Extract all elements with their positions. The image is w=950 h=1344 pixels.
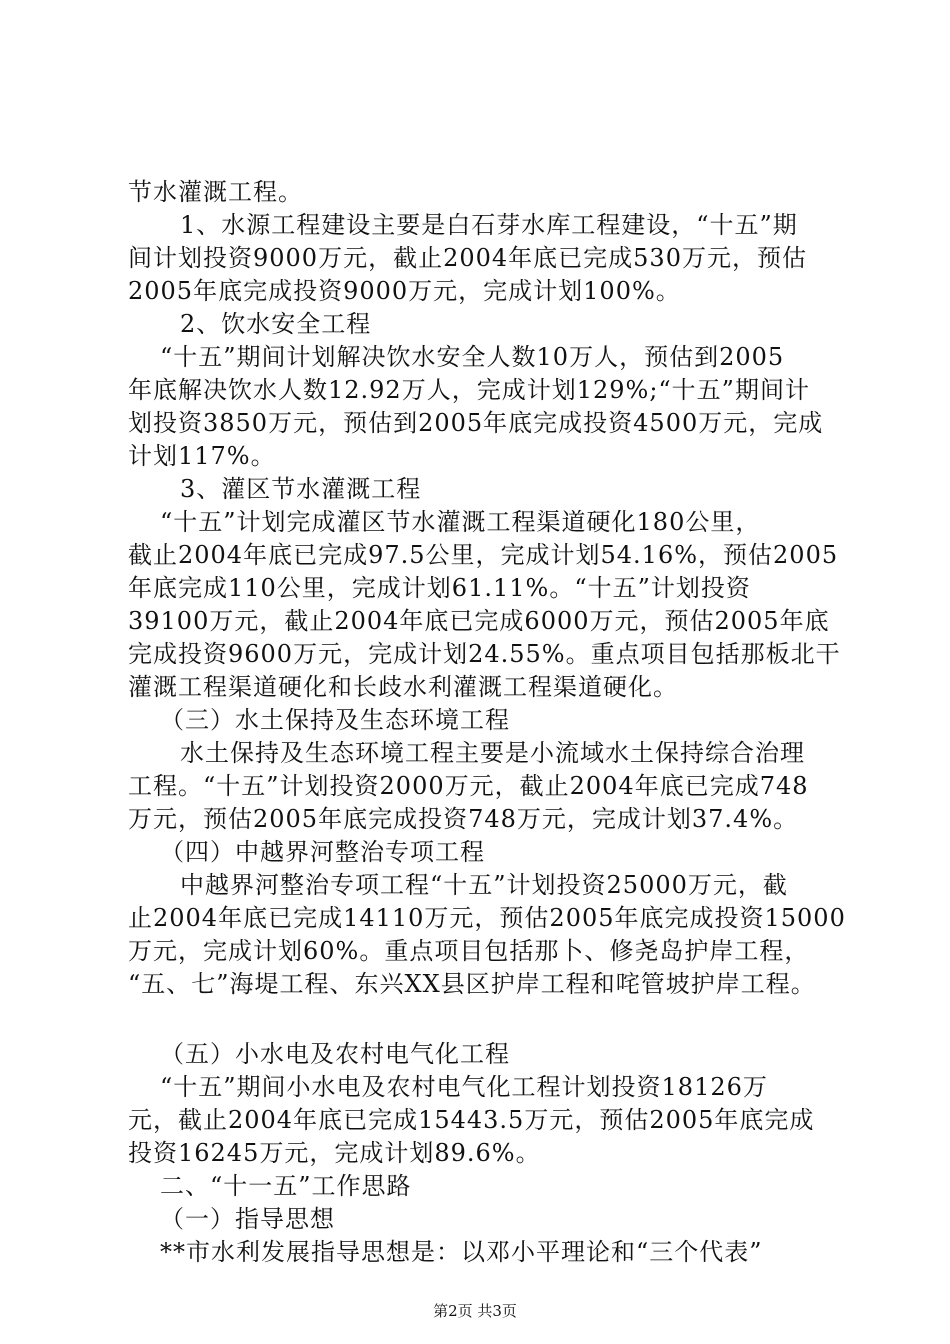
text-line: 投资16245万元，完成计划89.6%。 — [128, 1139, 541, 1167]
text-line: 万元，完成计划60%。重点项目包括那卜、修尧岛护岸工程， — [128, 937, 810, 965]
text-line: 2、饮水安全工程 — [180, 310, 372, 338]
section-heading: （一）指导思想 — [160, 1205, 335, 1233]
text-line: 水土保持及生态环境工程主要是小流域水土保持综合治理 — [180, 739, 805, 767]
text-line: 39100万元，截止2004年底已完成6000万元，预估2005年底 — [128, 607, 830, 635]
text-line: 止2004年底已完成14110万元，预估2005年底完成投资15000 — [128, 904, 846, 932]
text-line: 灌溉工程渠道硬化和长歧水利灌溉工程渠道硬化。 — [128, 673, 678, 701]
text-line: 1、水源工程建设主要是白石芽水库工程建设，“十五”期 — [180, 211, 798, 239]
text-line: 年底解决饮水人数12.92万人，完成计划129%;“十五”期间计 — [128, 376, 810, 404]
text-line: 年底完成110公里，完成计划61.11%。“十五”计划投资 — [128, 574, 751, 602]
page-footer: 第2页 共3页 — [433, 1302, 517, 1320]
section-heading: 二、“十一五”工作思路 — [160, 1172, 412, 1200]
text-line: 节水灌溉工程。 — [128, 178, 303, 206]
section-heading: （三）水土保持及生态环境工程 — [160, 706, 510, 734]
text-line: “五、七”海堤工程、东兴XX县区护岸工程和咤管坡护岸工程。 — [128, 970, 816, 998]
text-line: 2005年底完成投资9000万元，完成计划100%。 — [128, 277, 681, 305]
text-line: 元，截止2004年底已完成15443.5万元，预估2005年底完成 — [128, 1106, 815, 1134]
text-line: “十五”计划完成灌区节水灌溉工程渠道硬化180公里， — [160, 508, 761, 536]
text-line: 万元，预估2005年底完成投资748万元，完成计划37.4%。 — [128, 805, 799, 833]
section-heading: （五）小水电及农村电气化工程 — [160, 1040, 510, 1068]
text-line: 3、灌区节水灌溉工程 — [180, 475, 422, 503]
text-line: 工程。“十五”计划投资2000万元，截止2004年底已完成748 — [128, 772, 809, 800]
section-heading: （四）中越界河整治专项工程 — [160, 838, 485, 866]
text-line: 完成投资9600万元，完成计划24.55%。重点项目包括那板北干 — [128, 640, 841, 668]
text-line: “十五”期间小水电及农村电气化工程计划投资18126万 — [160, 1073, 768, 1101]
text-line: 中越界河整治专项工程“十五”计划投资25000万元，截 — [180, 871, 788, 899]
text-line: 间计划投资9000万元，截止2004年底已完成530万元，预估 — [128, 244, 807, 272]
text-line: 计划117%。 — [128, 442, 276, 470]
text-line: 划投资3850万元，预估到2005年底完成投资4500万元，完成 — [128, 409, 824, 437]
text-line: 截止2004年底已完成97.5公里，完成计划54.16%，预估2005 — [128, 541, 839, 569]
text-line: “十五”期间计划解决饮水安全人数10万人，预估到2005 — [160, 343, 785, 371]
text-line: **市水利发展指导思想是：以邓小平理论和“三个代表” — [160, 1238, 763, 1266]
